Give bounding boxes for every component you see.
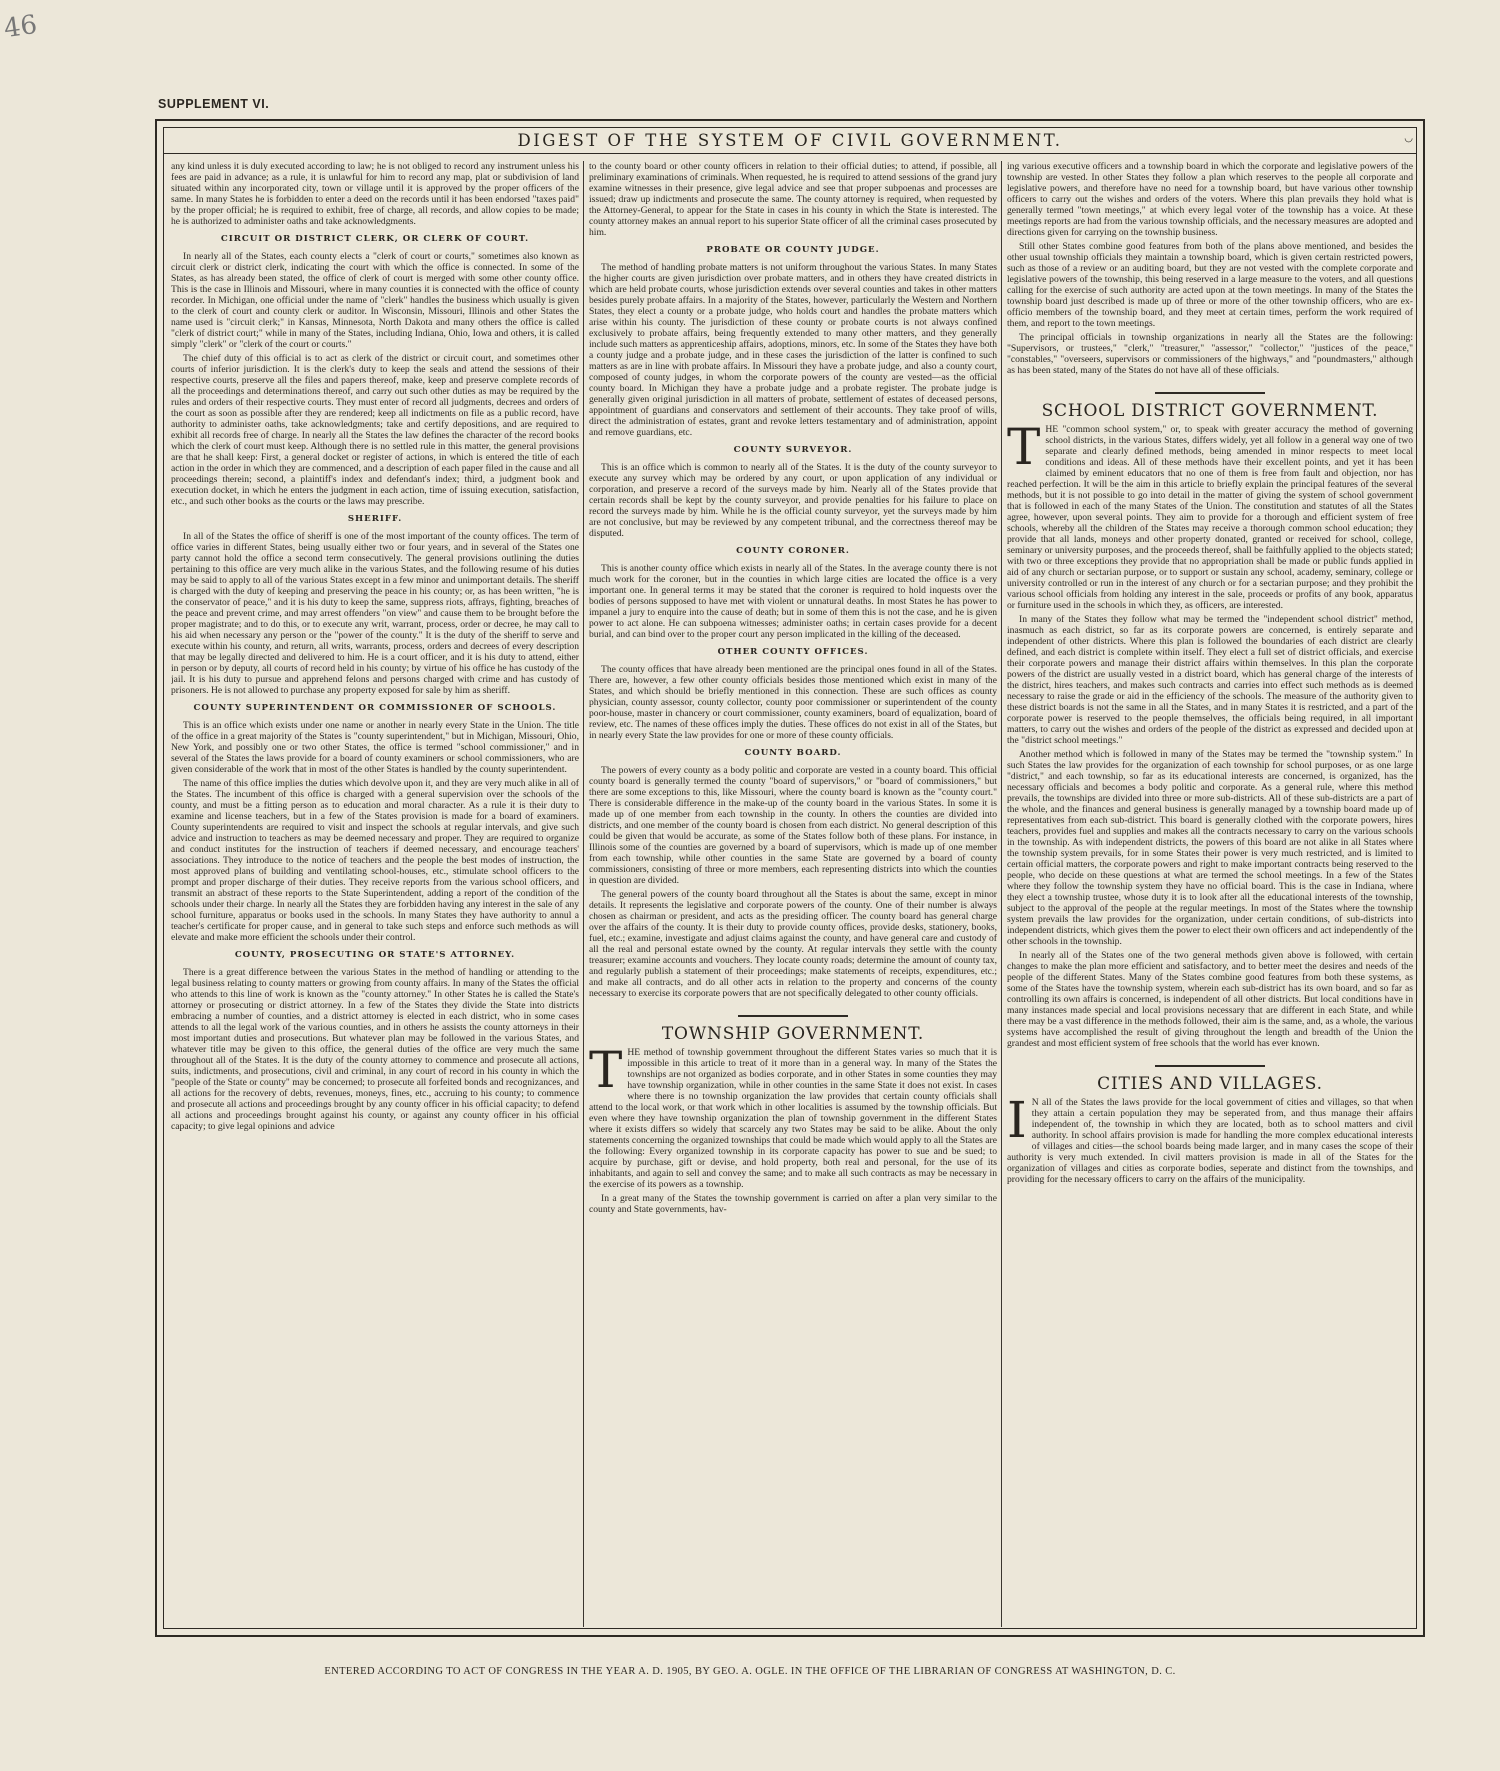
paragraph: to the county board or other county officers in relation to their official duties; to attend, if possible, all preliminary examinations of criminals. When requested, he is required to attend sessions of the grand jury examine witnesses in their presence, give legal advice and see that proper subpoenas and processes are issued; draw up indictments and prosecute the same. The county attorney is required, when requested by the Attorney-General, to appear for the State in cases in his county in which the State is interested. The county attorney makes an annual report to his superior State officer of all the criminal cases prosecuted by him. <box>589 161 997 238</box>
paragraph: In nearly all of the States one of the two general methods given above is followed, with certain changes to make the plan more efficient and satisfactory, and to better meet the desires and needs of the people of the different States. Many of the States combine good features from both these systems, as some of the States have the township system, wherein each sub-district has its own board, and so far as controlling its own affairs is concerned, is independent of all other districts. But local conditions have in many instances made special and local provisions necessary that are different in each State, and while there may be a vast difference in the methods followed, their aim is the same, and, as a whole, the various systems have accomplished the result of giving throughout the length and breadth of the Union the grandest and most efficient system of free schools that the world has ever known. <box>1007 950 1413 1049</box>
column-2 <box>589 161 997 1627</box>
paragraph: The name of this office implies the duties which devolve upon it, and they are very much alike in all of the States. The incumbent of this office is charged with a general supervision over the schools of the county, and must be a fitting person as to education and moral character. As a rule it is their duty to examine and license teachers, but in a few of the States provision is made for a board of examiners. County superintendents are required to visit and inspect the schools at regular intervals, and give such advice and instruction to teachers as may be deemed necessary and proper. They are required to organize and conduct institutes for the instruction of teachers if deemed necessary, and encourage teachers' associations. They introduce to the notice of teachers and the people the best modes of instruction, the most approved plans of building and ventilating school-houses, etc., stimulate school officers to the prompt and proper discharge of their duties. They receive reports from the various school officers, and transmit an abstract of these reports to the State Superintendent, adding a report of the condition of the schools under their charge. In nearly all the States they are forbidden having any interest in the sale of any school furniture, apparatus or books used in the schools. In many States they have authority to annul a teacher's certificate for proper cause, and in general to take such steps and enforce such methods as will elevate and make more efficient the schools under their control. <box>171 778 579 943</box>
paragraph <box>1007 1091 1413 1185</box>
section-heading-county-board: COUNTY BOARD. <box>744 748 842 758</box>
paragraph: The general powers of the county board throughout all the States is about the same, except in minor details. It represents the legislative and corporate powers of the county. One of their number is always chosen as chairman or president, and acts as the presiding officer. The county board has general charge over the affairs of the county. It is their duty to provide county offices, provide desks, stationery, books, fuel, etc.; examine, investigate and adjust claims against the county, and have general care and custody of all the real and personal estate owned by the county. At regular intervals they settle with the county treasurer; examine accounts and vouchers. They locate county roads; determine the amount of county tax, and regularly publish a statement of their proceedings; make statements of receipts, expenditures, etc.; and make all contracts, and do all other acts in relation to the property and concerns of the county necessary to exercise its corporate powers that are not specifically delegated to other county officials. <box>589 889 997 999</box>
paragraph: Another method which is followed in many of the States may be termed the "township system." In such States the law provides for the organization of each township for school purposes, or as one large "district," and each township, so far as its educational interests are concerned, is organized, has the necessary officials and becomes a body politic and corporate. As a general rule, where this method prevails, the townships are divided into three or more sub-districts. All of these sub-districts are a part of the whole, and the finances and general business is generally managed by a township board made up of representatives from each sub-district. This board is generally clothed with the corporate powers, hires teachers, provides fuel and supplies and makes all the contracts necessary to carry on the various schools in the township. As with independent districts, the powers of this board are not alike in all States where the township system prevails, for in some States their power is very much restricted, and is limited to certain official matters, the corporate powers and right to make important contracts being reserved to the people, who decide on these questions at what are termed the school meetings. In a few of the States where they follow the township system they have no official board. This is the case in Indiana, where they elect a township trustee, whose duty it is to look after all the educational interests of the township, subject to the approval of the people at the regular meetings. In most of the States where the township system prevails the law provides for the organization, under certain conditions, of sub-districts into independent districts, which gives them the power to elect their own officers and act independently of the other schools in the township. <box>1007 749 1413 947</box>
paragraph: The chief duty of this official is to act as clerk of the district or circuit court, and sometimes other courts of inferior jurisdiction. It is the clerk's duty to keep the seals and attend the sessions of their respective courts, preserve all the files and papers thereof, make, keep and preserve complete records of all the proceedings and determinations thereof, and carry out such other duties as may be required by the rules and orders of their respective courts. They must enter of record all judgments, decrees and orders of the court as soon as possible after they are rendered; keep all indictments on file as a public record, have authority to administer oaths, take acknowledgments; take and certify depositions, and are required to exhibit all records free of charge. In nearly all the States the law defines the character of the record books which the clerk of court must keep. Although there is no settled rule in this matter, the general provisions are that he shall keep: First, a general docket or register of actions, in which is entered the title of each action in the order in which they are commenced, and a description of each paper filed in the cause and all proceedings therein; second, a plaintiff's index and defendant's index; third, a judgment book and execution docket, in which he enters the judgment in each action, time of issuing execution, satisfaction, etc., and such other books as the courts or the laws may prescribe. <box>171 353 579 507</box>
drop-cap: I <box>1007 1091 1027 1149</box>
paragraph: This is another county office which exists in nearly all of the States. In the average county there is not much work for the coroner, but in the counties in which large cities are located the office is a very important one. In general terms it may be stated that the coroner is required to hold inquests over the bodies of persons supposed to have met with violent or unnatural deaths. In most States he has power to impanel a jury to enquire into the cause of death; but in some of them this is not the case, and he is given power to act alone. He can subpoena witnesses; administer oaths; in certain cases provide for a decent burial, and can bind over to the proper court any person implicated in the killing of the deceased. <box>589 563 997 640</box>
section-heading-other-offices: OTHER COUNTY OFFICES. <box>717 647 869 657</box>
paragraph-text: N all of the States the laws provide for the local government of cities and villages, so that when they attain a certain population they may be seperated from, and thus manage their affairs independent of, the township in which they are located, both as to school matters and civil authority. In school affairs provision is made for handling the more complex educational interests of villages and cities—the school boards being made larger, and in many cases the scope of their authority is very much extended. In civil matters provision is made in all of the States for the organization of villages and cities as corporate bodies, seperate and distinct from the townships, and providing for the necessary officers to carry on the affairs of the municipality. <box>1007 1097 1413 1185</box>
column-1 <box>171 161 579 1627</box>
paragraph-text: HE method of township government throughout the different States varies so much that it is impossible in this article to treat of it more than in a general way. In many of the States the townships are not organized as bodies corporate, and in other States in some counties they may have township organization, while in other counties in the same State it does not exist. In cases where there is no township organization the law provides that certain county officials shall attend to the local work, or that work which in other localities is assumed by the township officials. But even where they have township organization the plan of township government in the different States where it exists differs so widely that scarcely any two States may be said to be alike. About the only statements concerning the organized townships that could be made which would apply to all the States are the following: Every organized township in its corporate capacity has power to sue and be sued; to acquire by purchase, gift or devise, and hold property, both real and personal, for the use of its inhabitants, and again to sell and convey the same; and to make all such contracts as may be necessary in the exercise of its powers as a township. <box>589 1047 997 1190</box>
column-divider <box>583 161 584 1627</box>
paragraph-text: HE "common school system," or, to speak with greater accuracy the method of governing school districts, in the various States, differs widely, yet all follow in a general way one of two separate and clearly defined methods, being amended in minor respects to meet local conditions and ideas. All of these methods have their excellent points, and yet it has been claimed by eminent educators that no one of them is free from fault and objection, nor has reached perfection. It will be the aim in this article to briefly explain the principal features of the several methods, but it is not possible to go into detail in the matter of giving the system of school government that is followed in each of the many States of the Union. The constitution and statutes of all the States agree, however, upon several points. They aim to provide for a thorough and efficient system of free schools, whereby all the children of the States may receive a thorough common school education; they provide that all lands, moneys and other property donated, granted or received for school, college, seminary or university purposes, and the proceeds thereof, shall be faithfully applied to the objects stated; with two or three exceptions they provide that no appropriation shall be made or public funds applied in aid of any church or sectarian purpose, or to support or sustain any school, academy, seminary, college or university controlled or run in the interest of any church or for a sectarian purpose; and they prohibit the various school officials from holding any interest in the sale, proceeds or profits of any book, apparatus or furniture used in the schools in which they, as officers, are interested. <box>1007 424 1413 611</box>
column-3 <box>1007 161 1413 1627</box>
section-heading-probate: PROBATE OR COUNTY JUDGE. <box>706 245 880 255</box>
paragraph: In a great many of the States the township government is carried on after a plan very similar to the county and State governments, hav- <box>589 1193 997 1215</box>
supplement-label: SUPPLEMENT VI. <box>158 97 270 111</box>
paragraph: The method of handling probate matters is not uniform throughout the various States. In many States the higher courts are given jurisdiction over probate matters, and in others they have created districts in which are held probate courts, whose jurisdiction extends over several counties and takes in other matters besides purely probate affairs. In a majority of the States, however, particularly the Western and Northern States, they elect a county or a probate judge, who holds court and handles the probate matters which arise within his county. The jurisdiction of these county or probate courts is not always confined exclusively to probate affairs, being frequently extended to many other matters, and they generally include such matters as apprenticeship affairs, adoptions, minors, etc. In some of the States they have both a county judge and a probate judge, and in these cases the jurisdiction of the latter is confined to such matters as are in line with probate affairs. In Missouri they have a probate judge, and also a county court, composed of county judges, in whom the corporate powers of the county are vested—as the official county board. In Michigan they have a probate judge and a probate register. The probate judge is generally given original jurisdiction in all matters of probate, settlement of estates of deceased persons, appointment of guardians and conservators and settlement of their accounts. They take proof of wills, direct the administration of estates, grant and revoke letters testamentary and of administration, appoint and remove guardians, etc. <box>589 262 997 438</box>
page-number: 46 <box>2 9 40 45</box>
drop-cap: T <box>1007 418 1041 476</box>
ornament-icon: ◡ <box>1404 133 1413 144</box>
section-heading-coroner: COUNTY CORONER. <box>736 546 850 556</box>
title-divider <box>163 153 1417 154</box>
paragraph: The powers of every county as a body politic and corporate are vested in a county board. This official county board is generally termed the county "board of supervisors," or "board of commissioners," but there are some exceptions to this, like Missouri, where the county board is known as the "county court." There is considerable difference in the make-up of the county board in the various States. In some it is made up of one member from each township in the county. In others the counties are divided into districts, and one member of the county board is chosen from each district. No general description of this could be given that would be accurate, as some of the States follow both of these plans. For instance, in Illinois some of the counties are governed by a board of supervisors, which is made up of one member from each township, while other counties in the same State are governed by a board of county commissioners, consisting of three or more members, each representing districts into which the counties in question are divided. <box>589 765 997 886</box>
paragraph <box>1007 418 1413 611</box>
page-title: DIGEST OF THE SYSTEM OF CIVIL GOVERNMENT. <box>517 131 1063 150</box>
paragraph: This is an office which exists under one name or another in nearly every State in the Union. The title of the office in a great majority of the States is "county superintendent," but in Michigan, Missouri, Ohio, New York, and possibly one or two other States, the office is termed "school commissioner," and in several of the States the laws provide for a board of county examiners or school commissioners, who are given considerable of the work that in most of the other States is handled by the county superintendent. <box>171 720 579 775</box>
paragraph <box>589 1041 997 1190</box>
paragraph: In many of the States they follow what may be termed the "independent school district" method, inasmuch as each district, so far as its corporate powers are concerned, is entirely separate and independent of other districts. Where this plan is followed the boundaries of each district are clearly defined, and each district is complete within itself. They elect a full set of district officials, and exercise their corporate powers and manage their district affairs within themselves. In this plan the corporate powers of the district are usually vested in a district board, which has general charge of the interests of the district, hires teachers, and makes such contracts and carries into effect such methods as is deemed necessary to raise the grade or aid in the efficiency of the schools. The measure of the authority given to these district boards is not the same in all the States, and in many States it is restricted, and a part of the corporate power is reserved to the people themselves, the officials being required, in all important matters, to carry out the wishes and orders of the people of the district as expressed and decided upon at the "district school meetings." <box>1007 614 1413 746</box>
paragraph: any kind unless it is duly executed according to law; he is not obliged to record any instrument unless his fees are paid in advance; as a rule, it is unlawful for him to record any map, plat or subdivision of land situated within any incorporated city, town or village until it is approved by the proper officers of the same. In many States he is forbidden to enter a deed on the records until it has been endorsed "taxes paid" by the proper official; he is required to exhibit, free of charge, all records, and allow copies to be made; he is authorized to administer oaths and take acknowledgments. <box>171 161 579 227</box>
heading-rule <box>738 1015 848 1017</box>
section-heading-surveyor: COUNTY SURVEYOR. <box>733 445 853 455</box>
section-heading-cities: CITIES AND VILLAGES. <box>1097 1074 1323 1094</box>
paragraph: The principal officials in township organizations in nearly all the States are the following: "Supervisors, or trustees," "clerk," "treasurer," "assessor," "collector," "justices of the peace," "constables," "overseers, supervisors or commissioners of the highways," and "poundmasters," although as has been stated, many of the States do not have all of these officials. <box>1007 332 1413 376</box>
section-heading-clerk: CIRCUIT OR DISTRICT CLERK, OR CLERK OF COURT. <box>220 234 530 244</box>
heading-rule <box>1155 1065 1265 1067</box>
drop-cap: T <box>589 1041 623 1099</box>
page-frame <box>155 119 1425 1637</box>
section-heading-sheriff: SHERIFF. <box>347 514 403 524</box>
heading-rule <box>1155 392 1265 394</box>
paragraph: ing various executive officers and a township board in which the corporate and legislative powers of the township are vested. In other States they follow a plan which reserves to the people all corporate and legislative powers, and therefore have no need for a township board, but have various other township officers to carry out the wishes and orders of the voters. Where this plan prevails they hold what is generally termed "town meetings," at which every legal voter of the township has a voice. At these meetings reports are had from the various township officials, and the necessary measures are adopted and directions given for carrying on the township business. <box>1007 161 1413 238</box>
section-heading-school-district: SCHOOL DISTRICT GOVERNMENT. <box>1041 401 1379 421</box>
paragraph: There is a great difference between the various States in the method of handling or attending to the legal business relating to county matters or growing from county affairs. In many of the States the official who attends to this line of work is known as the "county attorney." In other States he is called the State's attorney or prosecuting or district attorney. In a few of the States they divide the State into districts embracing a number of counties, and a district attorney is elected in each district, who in some cases attends to all the legal work of the various counties, and in others he assists the county attorneys in their most important duties and prosecutions. But whatever plan may be followed in the various States, and whatever title may be given to this office, the general duties of the office are very much the same throughout all of the States. It is the duty of the county attorney to commence and prosecute all actions, suits, indictments, and prosecutions, civil and criminal, in any court of record in his county in which the "people of the State or county" may be concerned; to prosecute all forfeited bonds and recognizances, and all actions for the recovery of debts, revenues, moneys, fines, etc., accruing to his county; to commence and prosecute all actions and proceedings brought by any county officer in his official capacity; to defend all actions and proceedings brought against his county, or against any county officer in his official capacity; to give legal opinions and advice <box>171 967 579 1132</box>
paragraph: This is an office which is common to nearly all of the States. It is the duty of the county surveyor to execute any survey which may be ordered by any court, or upon application of any individual or corporation, and preserve a record of the surveys made by him. Nearly all of the States provide that certain records shall be kept by the county surveyor, and provide penalties for his failure to place on record the surveys made by him. While he is the official county surveyor, yet the surveys made by him are not conclusive, but may be reviewed by any competent tribunal, and the correctness thereof may be disputed. <box>589 462 997 539</box>
section-heading-attorney: COUNTY, PROSECUTING OR STATE'S ATTORNEY. <box>234 950 516 960</box>
column-divider <box>1001 161 1002 1627</box>
paragraph: In nearly all of the States, each county elects a "clerk of court or courts," sometimes also known as circuit clerk or district clerk, indicating the court with which the office is connected. In some of the States, as has already been stated, the office of clerk of court is merged with some other county office. This is the case in Illinois and Missouri, where in many counties it is connected with the office of county recorder. In Michigan, one official under the name of "clerk" handles the business which usually is given to the clerk of court and county clerk or auditor. In Wisconsin, Missouri, Illinois and other States the name used is "circuit clerk;" in Kansas, Minnesota, North Dakota and many others the office is called "clerk of district court;" while in many of the States, including Indiana, Ohio, Iowa and others, it is called simply "clerk" or "clerk of the court or courts." <box>171 251 579 350</box>
copyright-footer: ENTERED ACCORDING TO ACT OF CONGRESS IN THE YEAR A. D. 1905, BY GEO. A. OGLE. IN THE OFFICE OF THE LIBRARIAN OF CONGRESS AT WASHINGTON, D. C. <box>324 1666 1176 1677</box>
section-heading-superintendent: COUNTY SUPERINTENDENT OR COMMISSIONER OF SCHOOLS. <box>193 703 557 713</box>
paragraph: Still other States combine good features from both of the plans above mentioned, and besides the other usual township officials they maintain a township board, which is given certain restricted powers, such as those of a review or an auditing board, but they are not vested with the complete corporate and legislative powers of the township, this being reserved in a large measure to the voters, and all questions calling for the exercise of such authority are acted upon at the town meetings. In many of the States the township board just described is made up of three or more of the other township officers, who are ex-officio members of the township board, and they meet at certain times, perform the work required of them, and report to the town meetings. <box>1007 241 1413 329</box>
paragraph: The county offices that have already been mentioned are the principal ones found in all of the States. There are, however, a few other county officials besides those mentioned which exist in many of the States, and which should be briefly mentioned in this connection. These are such offices as county physician, county assessor, county collector, county poor commissioner or superintendent of the county poor-house, master in chancery or court commissioner, county examiners, board of equalization, board of review, etc. The names of these offices imply the duties. These offices do not exist in all of the States, but in nearly every State the law provides for one or more of these county officials. <box>589 664 997 741</box>
paragraph: In all of the States the office of sheriff is one of the most important of the county offices. The term of office varies in different States, being usually either two or four years, and in several of the States one party cannot hold the office a second term consecutively. The general provisions outlining the duties pertaining to this office are very much alike in the various States, and the following resume of his duties may be said to apply to all of the various States except in a few minor and unimportant details. The sheriff is charged with the duty of keeping and preserving the peace in his county; or, as has been written, "he is the conservator of peace," and it is his duty to keep the same, suppress riots, affrays, fighting, breaches of the peace and prevent crime, and may arrest offenders "on view" and cause them to be brought before the proper magistrate; and to do this, or to execute any writ, warrant, process, order or decree, he may call to his aid when necessary any person or the "power of the county." It is the duty of the sheriff to serve and execute within his county, and return, all writs, warrants, process, orders and decrees of every description that may be legally directed and delivered to him. He is a court officer, and it is his duty to attend, either in person or by deputy, all courts of record held in his county; by virtue of his office he has custody of the jail. It is his duty to pursue and apprehend felons and persons charged with crime and has custody of prisoners. He is not allowed to purchase any property exposed for sale by him as sheriff. <box>171 531 579 696</box>
section-heading-township: TOWNSHIP GOVERNMENT. <box>661 1024 925 1044</box>
